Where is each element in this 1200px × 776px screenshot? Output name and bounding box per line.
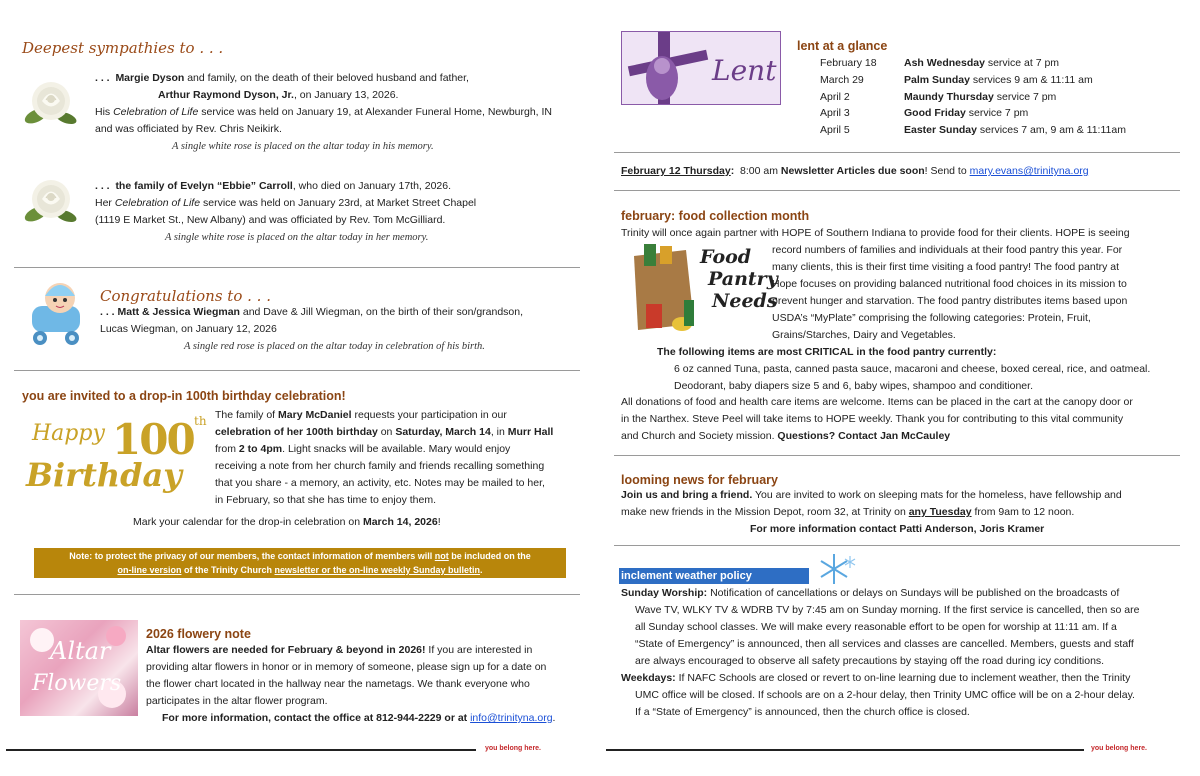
divider — [614, 455, 1180, 456]
food-intro: Trinity will once again partner with HOPE of Southern Indiana to provide food for their clients. HOPE is seeing — [621, 227, 1130, 239]
baby-stroller-icon — [26, 276, 92, 348]
divider — [14, 594, 580, 595]
birthday-mark-calendar: Mark your calendar for the drop-in celebration on March 14, 2026! — [133, 516, 441, 528]
food-heading: february: food collection month — [621, 209, 810, 223]
snowflake-icon — [810, 552, 858, 586]
lent-row — [820, 105, 1126, 122]
lent-schedule — [820, 55, 1126, 139]
divider — [614, 152, 1180, 153]
newsletter-deadline: February 12 Thursday: 8:00 am Newsletter Articles due soon! Send to mary.evans@trinityna.org — [621, 165, 1089, 177]
rose-note: A single white rose is placed on the altar today in his memory. — [172, 141, 434, 152]
privacy-note: Note: to protect the privacy of our members, the contact information of members will not be included on the on-line version of the Trinity Church newsletter or the on-line weekly Sunday bulletin. — [34, 548, 566, 578]
lent-service: Easter Sunday services 7 am, 9 am & 11:11am — [904, 124, 1126, 137]
birthday-heading: you are invited to a drop-in 100th birthday celebration! — [22, 389, 346, 403]
lent-service: Palm Sunday services 9 am & 11:11 am — [904, 73, 1093, 86]
looming-heading: looming news for february — [621, 473, 778, 487]
food-donations: All donations of food and health care items are welcome. Items can be placed in the cart at the canopy door or in the Narthex. Steve Peel will take items to HOPE weekly. Thank you for contributing to this vital community and Church and Society mission. Questions? Contact Jan McCauley — [621, 396, 1133, 442]
white-rose-icon — [22, 72, 80, 130]
divider — [14, 267, 580, 268]
divider — [14, 370, 580, 371]
footer-tagline: you belong here. — [485, 745, 542, 752]
lent-service: Ash Wednesday service at 7 pm — [904, 57, 1060, 69]
footer-line — [6, 749, 476, 751]
rose-note: A single red rose is placed on the altar today in celebration of his birth. — [184, 341, 485, 352]
footer-tagline: you belong here. — [1091, 745, 1148, 752]
divider — [614, 190, 1180, 191]
weather-heading: inclement weather policy — [619, 568, 809, 584]
sympathy-entry-1: . . . Margie Dyson and family, on the death of their beloved husband and father, Arthur Raymond Dyson, Jr., on January 13, 2026. His Celebration of Life service was held on January 19, at Alexander Funeral Home, Newburgh, IN and was officiated by Rev. Chris Neikirk. A single white rose is placed on the altar today in his memory. — [95, 70, 595, 155]
lent-date: March 29 — [820, 73, 864, 86]
looming-body: Join us and bring a friend. You are invited to work on sleeping mats for the homeless, have fellowship and make new friends in the Mission Depot, room 32, at Trinity on any Tuesday from 9am to 12 noon. For more information contact Patti Anderson, Joris Kramer — [621, 489, 1122, 535]
birthday-text: The family of Mary McDaniel requests your participation in our celebration of her 100th birthday on Saturday, March 14, in Murr Hall from 2 to 4pm. Light snacks will be available. Mary would enjoy receiving a note from her church family and friends recalling something that you share - a memory, an activity, etc. Notes may be mailed to her, in February, so that she has time to enjoy them. — [215, 409, 554, 506]
lent-date: February 18 — [820, 57, 877, 69]
footer-line — [606, 749, 1084, 751]
food-pantry-needs-image: Food Pantry Needs — [624, 244, 768, 336]
congrats-entry: . . . Matt & Jessica Wiegman and Dave & Jill Wiegman, on the birth of their son/grandson, Lucas Wiegman, on January 12, 2026 A single red rose is placed on the altar today in celebration of his birth. — [100, 304, 590, 355]
food-critical-items: 6 oz canned Tuna, pasta, canned pasta sauce, macaroni and cheese, boxed cereal, rice, and oatmeal. Deodorant, baby diapers size 5 and 6, baby wipes, shampoo and conditioner. — [674, 363, 1151, 392]
sympathy-entry-2: . . . the family of Evelyn “Ebbie” Carroll, who died on January 17th, 2026. Her Celebration of Life service was held on January 23rd, at Market Street Chapel (1119 E Market St., New Albany) and was officiated by Rev. Tom McGilliard. A single white rose is placed on the altar today in her memory. — [95, 178, 595, 246]
rose-note: A single white rose is placed on the altar today in her memory. — [165, 232, 429, 243]
lent-image: Lent — [621, 31, 781, 105]
congrats-title: Congratulations to . . . — [100, 287, 271, 305]
divider — [614, 545, 1180, 546]
food-critical-heading: The following items are most CRITICAL in the food pantry currently: — [657, 346, 997, 358]
lent-service: Good Friday service 7 pm — [904, 107, 1029, 120]
lent-row — [820, 72, 1126, 89]
weather-body: Sunday Worship: Notification of cancellations or delays on Sundays will be published on the broadcasts of Wave TV, WLKY TV & WDRB TV by 7:45 am on Sunday morning. If the first service is cancelled, then so are all Sunday school classes. We will make every reasonable effort to be open for worship at 11:11 am. If a “State of Emergency” is announced, then all services and classes are cancelled. Members, guests and staff are always encouraged to observe all safety precautions by staying off the road during icy conditions. Weekdays: If NAFC Schools are closed or revert to on-line learning due to inclement weather, then the Trinity UMC office will be closed. If schools are on a 2-hour delay, then Trinity UMC office will be on a 2-hour delay. If a “State of Emergency” is announced, then the church office is closed. — [621, 587, 1140, 718]
lent-service: Maundy Thursday service 7 pm — [904, 90, 1057, 103]
sympathies-title: Deepest sympathies to . . . — [22, 39, 224, 57]
happy-100th-birthday-image: Happy 100 th Birthday — [26, 414, 207, 494]
lent-row — [820, 122, 1126, 139]
white-rose-icon — [22, 170, 80, 228]
flowers-text: Altar flowers are needed for February & beyond in 2026! If you are interested in providing altar flowers in honor or in memory of someone, please sign up for a date on the flower chart located in the hallway near the nametags. We thank everyone who participates in the altar flower program. For more information, contact the office at 812-944-2229 or at info@trinityna.org. — [146, 644, 556, 724]
lent-row — [820, 55, 1126, 72]
lent-heading: lent at a glance — [797, 39, 888, 53]
flowers-heading: 2026 flowery note — [146, 627, 251, 641]
food-body: record numbers of families and individuals at their food pantry this year. For many clients, this is their first time visiting a food pantry! The food pantry at Hope focuses on providing balanced nutritional food choices in its mission to prevent hunger and starvation. The food pantry distributes items based upon USDA’s “MyPlate” comprising the following categories: Protein, Fruit, Grains/Starches, Dairy and Vegetables. — [772, 244, 1128, 341]
lent-date: April 5 — [820, 124, 850, 137]
flowers-email-link[interactable]: info@trinityna.org — [470, 712, 553, 724]
lent-row — [820, 89, 1126, 106]
altar-flowers-image: Altar Flowers — [20, 620, 138, 716]
lent-date: April 2 — [820, 90, 850, 103]
newsletter-email-link[interactable]: mary.evans@trinityna.org — [969, 165, 1089, 177]
lent-date: April 3 — [820, 107, 850, 120]
